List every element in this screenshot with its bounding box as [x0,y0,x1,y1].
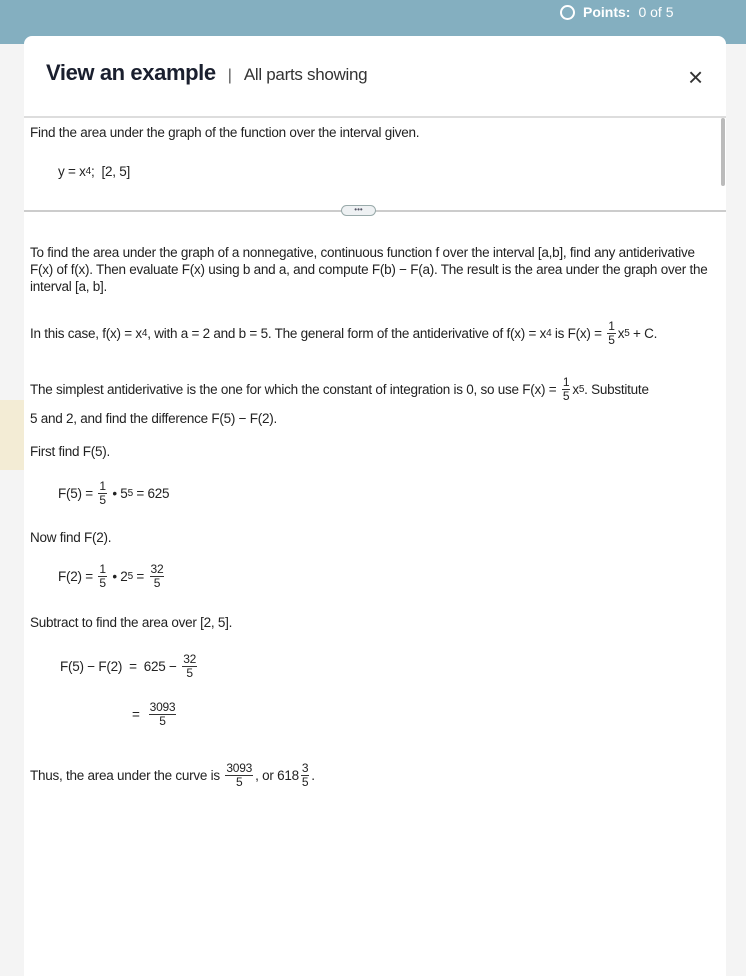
math-text: 5 [127,570,133,582]
math-text: 5 [578,383,585,395]
math-text: = [132,706,147,722]
math-text: 4 [546,327,552,339]
dialog-title: View an example [46,60,216,85]
math-text: , or 618 [255,767,299,783]
math-text: . [311,767,315,783]
math-text: 5 [236,774,243,789]
solution-substitute: 5 and 2, and find the difference F(5) − F(2). [30,410,278,426]
fraction [182,653,197,680]
math-text: 5 [608,332,615,347]
problem-prompt: Find the area under the graph of the function over the interval given. [30,124,420,140]
points-label: Points: [583,4,631,20]
math-text: • 2 [108,568,128,584]
scrollbar[interactable] [721,118,725,186]
fraction [562,376,570,403]
math-text: 4 [141,327,148,339]
difference-result [132,699,178,729]
subtract-text: Subtract to find the area over [2, 5]. [30,614,233,630]
math-text: 3 [301,760,309,775]
math-text: ; [2, 5] [90,163,130,179]
math-text: 1 [99,561,106,576]
math-text: 5 [186,665,193,680]
math-text: 1 [562,374,570,389]
dialog-header [46,60,367,86]
math-text: 1 [608,318,615,333]
math-text: is F(x) = [551,325,606,341]
math-text: 5 [153,575,161,590]
math-text: = 625 [132,485,170,501]
math-text: • 5 [108,485,128,501]
f2-equation [58,561,166,591]
fraction [225,762,253,789]
math-text: 3093 [226,760,253,775]
solution-intro: To find the area under the graph of a nonnegative, continuous function f over the interval [a,b], find any antiderivative F(x) of f(x). Then evaluate F(x) using b and a, and compute F(b) − F(a). The result is the area under the graph over the interval [a, b]. [30,245,708,294]
solution-case [30,318,657,348]
close-icon[interactable]: × [688,62,704,92]
math-text: 32 [183,651,197,666]
math-text: F(2) = [58,568,97,584]
math-text: 5 [301,774,309,789]
fraction [301,762,309,789]
fraction [98,563,106,590]
fraction [607,320,615,347]
solution-simplest [30,374,649,404]
math-text: 3093 [149,699,176,714]
now-find: Now find F(2). [30,529,112,545]
math-text: + C. [629,325,658,341]
side-highlight [0,400,24,470]
first-find: First find F(5). [30,443,111,459]
math-text: In this case, f(x) = x [30,325,142,341]
math-text: F(5) − F(2) = 625 − [60,658,181,674]
math-text: , with a = 2 and b = 5. The general form of the antiderivative of f(x) = x [147,325,547,341]
math-text: 1 [99,478,106,493]
fraction [149,701,177,728]
f5-equation [58,478,169,508]
fraction [98,480,106,507]
math-text: 5 [624,327,630,339]
math-text: 5 [127,487,133,499]
math-text: The simplest antiderivative is the one for which the constant of integration is 0, so use F(x) = [30,381,560,397]
points-value: 0 of 5 [638,4,674,20]
math-text: 5 [562,388,570,403]
conclusion [30,760,315,790]
status-circle-icon [560,5,575,20]
math-text: x [572,381,579,397]
math-text: 5 [99,492,106,507]
difference-equation [60,651,199,681]
math-text: 5 [159,713,166,728]
title-separator: | [227,67,232,84]
math-text: F(5) = [58,485,97,501]
math-text: 5 [99,575,106,590]
math-text: 4 [85,165,91,177]
dialog-subtitle: All parts showing [243,65,368,84]
math-text: = [132,568,148,584]
math-text: x [617,325,625,341]
math-text: . Substitute [584,381,649,397]
fraction [150,563,165,590]
problem-function [58,156,130,186]
math-text: Thus, the area under the curve is [30,767,224,783]
math-text: 32 [150,561,164,576]
points-indicator [560,4,673,20]
expand-ellipsis-button[interactable]: ••• [341,205,376,216]
math-text: y = x [58,163,86,179]
